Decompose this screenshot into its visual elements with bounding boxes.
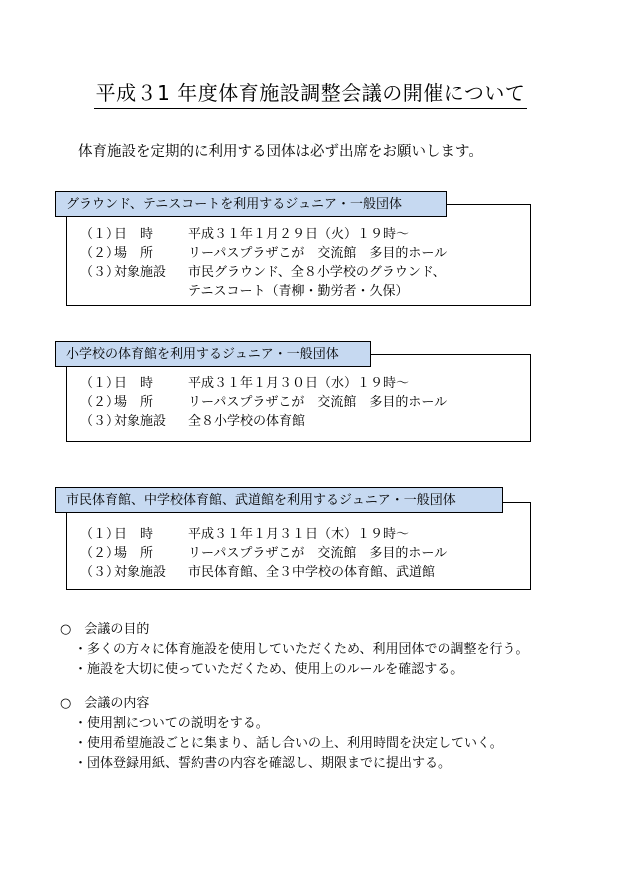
row-label: 対象施設 bbox=[114, 265, 167, 280]
row-label: 日 時 bbox=[114, 376, 154, 391]
title-text: 平成３1 年度体育施設調整会議の開催について bbox=[94, 78, 528, 109]
row-value: 全８小学校の体育館 bbox=[188, 414, 306, 429]
group-heading-ground: グラウンド、テニスコートを利用するジュニア・一般団体 bbox=[55, 191, 447, 217]
purpose-item: ・多くの方々に体育施設を使用していただくため、利用団体での調整を行う。 bbox=[74, 642, 529, 657]
group-heading-city-gym: 市民体育館、中学校体育館、武道館を利用するジュニア・一般団体 bbox=[55, 487, 503, 513]
purpose-heading: ○ 会議の目的 bbox=[60, 622, 150, 637]
content-section bbox=[60, 694, 503, 774]
row-label: 日 時 bbox=[114, 227, 154, 242]
row-value: リーパスプラザこが 交流館 多目的ホール bbox=[188, 395, 448, 410]
info-row bbox=[80, 244, 447, 263]
row-label: 対象施設 bbox=[114, 414, 167, 429]
row-label: 場 所 bbox=[114, 246, 154, 261]
content-item: ・団体登録用紙、誓約書の内容を確認し、期限までに提出する。 bbox=[74, 756, 452, 771]
row-number: （３） bbox=[80, 414, 120, 429]
row-label: 対象施設 bbox=[114, 565, 167, 580]
content-heading: ○ 会議の内容 bbox=[60, 696, 150, 711]
row-label: 日 時 bbox=[114, 527, 154, 542]
info-row bbox=[80, 393, 447, 412]
info-row-continued bbox=[80, 282, 447, 301]
row-value: 平成３１年１月３１日（木）１９時～ bbox=[188, 527, 410, 542]
info-row bbox=[80, 544, 447, 563]
intro-text: 体育施設を定期的に利用する団体は必ず出席をお願いします。 bbox=[78, 144, 483, 160]
group-rows-elementary-gym bbox=[80, 374, 447, 431]
content-item: ・使用希望施設ごとに集まり、話し合いの上、利用時間を決定していく。 bbox=[74, 736, 503, 751]
row-value: テニスコート（青柳・勤労者・久保） bbox=[188, 284, 409, 299]
group-rows-ground bbox=[80, 225, 447, 301]
info-row bbox=[80, 563, 447, 582]
content-item: ・使用割についての説明をする。 bbox=[74, 716, 269, 731]
row-number: （２） bbox=[80, 546, 120, 561]
group-rows-city-gym bbox=[80, 525, 447, 582]
row-label bbox=[114, 282, 188, 301]
row-number: （１） bbox=[80, 376, 120, 391]
row-label: 場 所 bbox=[114, 395, 154, 410]
row-number: （３） bbox=[80, 265, 120, 280]
row-value: 平成３１年１月３０日（水）１９時～ bbox=[188, 376, 410, 391]
row-number: （３） bbox=[80, 565, 120, 580]
row-value: リーパスプラザこが 交流館 多目的ホール bbox=[188, 246, 448, 261]
row-value: 市民グラウンド、全８小学校のグラウンド、 bbox=[188, 265, 446, 280]
purpose-section bbox=[60, 620, 528, 680]
row-number: （２） bbox=[80, 395, 120, 410]
info-row bbox=[80, 263, 447, 282]
document-title bbox=[0, 78, 621, 109]
group-heading-elementary-gym: 小学校の体育館を利用するジュニア・一般団体 bbox=[55, 341, 371, 367]
row-label: 場 所 bbox=[114, 546, 154, 561]
row-value: 平成３１年１月２９日（火）１９時～ bbox=[188, 227, 410, 242]
info-row bbox=[80, 525, 447, 544]
row-number: （２） bbox=[80, 246, 120, 261]
info-row bbox=[80, 225, 447, 244]
row-number bbox=[80, 282, 114, 301]
row-number: （１） bbox=[80, 227, 120, 242]
row-value: 市民体育館、全３中学校の体育館、武道館 bbox=[188, 565, 436, 580]
info-row bbox=[80, 412, 447, 431]
info-row bbox=[80, 374, 447, 393]
purpose-item: ・施設を大切に使っていただくため、使用上のルールを確認する。 bbox=[74, 662, 464, 677]
row-value: リーパスプラザこが 交流館 多目的ホール bbox=[188, 546, 448, 561]
row-number: （１） bbox=[80, 527, 120, 542]
